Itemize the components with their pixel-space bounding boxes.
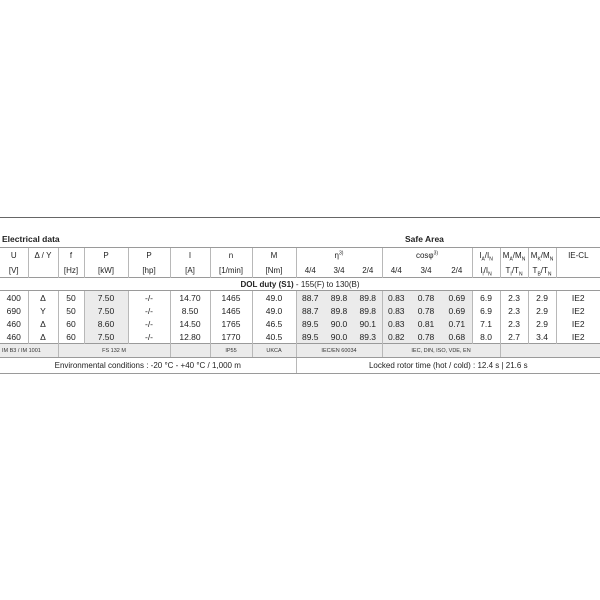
- cell-power-hp: -/-: [128, 304, 170, 317]
- cell-cos-24: 0.68: [442, 330, 472, 344]
- cos-load-44: 4/4: [382, 263, 410, 278]
- cell-ia-in: 8.0: [472, 330, 500, 344]
- cell-power-kw: 8.60: [84, 317, 128, 330]
- cell-mk-mn: 2.9: [528, 317, 556, 330]
- ukca-mark: UKCA: [252, 344, 296, 358]
- cell-current: 12.80: [170, 330, 210, 344]
- cell-eta-44: 89.5: [296, 317, 324, 330]
- mounting-type: IM B3 / IM 1001: [0, 344, 58, 358]
- safe-area-label: Safe Area: [405, 234, 444, 244]
- unit-speed: [1/min]: [210, 263, 252, 278]
- cell-mk-mn: 3.4: [528, 330, 556, 344]
- cell-ia-in: 6.9: [472, 291, 500, 305]
- cell-cos-34: 0.78: [410, 291, 442, 305]
- cell-current: 8.50: [170, 304, 210, 317]
- cell-cos-44: 0.83: [382, 304, 410, 317]
- unit-efficiency-class: [556, 263, 600, 278]
- eta-load-24: 2/4: [362, 265, 374, 275]
- unit-current: [A]: [170, 263, 210, 278]
- cell-eta-44: 89.5: [296, 330, 324, 344]
- cell-cos-44: 0.82: [382, 330, 410, 344]
- cell-cos-24: 0.71: [442, 317, 472, 330]
- norms-list: IEC, DIN, ISO, VDE, EN: [382, 344, 500, 358]
- cell-torque: 46.5: [252, 317, 296, 330]
- protection-class: IP55: [210, 344, 252, 358]
- cell-eta-24: 89.8: [354, 304, 382, 317]
- cell-speed: 1765: [210, 317, 252, 330]
- cell-eta-44: 88.7: [296, 304, 324, 317]
- col-mk-mn: $M_K/M_N$: [528, 248, 556, 264]
- cell-power-kw: 7.50: [84, 291, 128, 305]
- col-efficiency: $\eta^{3)}$: [296, 248, 382, 264]
- cell-ma-mn: 2.3: [500, 304, 528, 317]
- cell-efficiency-class: IE2: [556, 291, 600, 305]
- duty-cell: [0, 278, 600, 291]
- cell-power-kw: 7.50: [84, 330, 128, 344]
- table-row: [0, 291, 600, 305]
- col-power-kw: P: [84, 248, 128, 264]
- electrical-data-table: [0, 247, 600, 374]
- cell-eta-44: 88.7: [296, 291, 324, 305]
- duty-row: [0, 278, 600, 291]
- cell-efficiency-class: IE2: [556, 330, 600, 344]
- cell-ma-mn: 2.3: [500, 317, 528, 330]
- cell-voltage: 460: [6, 331, 21, 342]
- cell-speed: 1465: [210, 291, 252, 305]
- table-row: [0, 304, 600, 317]
- header-row-units: [0, 263, 600, 278]
- cell-cos-24: 0.69: [442, 291, 472, 305]
- cell-ia-in: 7.1: [472, 317, 500, 330]
- col-power-factor: cosφ$^{3)}$: [382, 248, 472, 264]
- cell-torque: 49.0: [252, 304, 296, 317]
- cell-eta-34: 90.0: [324, 330, 354, 344]
- cell-mk-mn: 2.9: [528, 304, 556, 317]
- col-power-hp: P: [128, 248, 170, 264]
- cell-torque: 49.0: [252, 291, 296, 305]
- cos-load-34: 3/4: [420, 265, 432, 275]
- unit-frequency: [Hz]: [58, 263, 84, 278]
- frame-size: FS 132 M: [58, 344, 170, 358]
- electrical-data-sheet: [0, 217, 600, 382]
- cell-current: 14.50: [170, 317, 210, 330]
- cell-speed: 1465: [210, 304, 252, 317]
- cell-frequency: 60: [58, 330, 84, 344]
- cell-eta-34: 89.8: [324, 304, 354, 317]
- iec-standard: IEC/EN 60034: [296, 344, 382, 358]
- blank-std-2: [500, 344, 600, 358]
- cell-power-hp: -/-: [128, 330, 170, 344]
- cell-connection: Y: [28, 304, 58, 317]
- data-rows: [0, 291, 600, 344]
- unit-u: [V]: [8, 265, 19, 275]
- unit-ti-tn: $T_I/T_N$: [500, 263, 528, 278]
- cell-cos-44: 0.83: [382, 317, 410, 330]
- cell-power-hp: -/-: [128, 291, 170, 305]
- cell-cos-34: 0.78: [410, 330, 442, 344]
- top-rule: [0, 217, 600, 218]
- cell-voltage: 400: [0, 291, 28, 305]
- cell-frequency: 60: [58, 317, 84, 330]
- cell-current: 14.70: [170, 291, 210, 305]
- cell-frequency: 50: [58, 291, 84, 305]
- cell-cos-24: 0.69: [442, 304, 472, 317]
- cell-voltage: 460: [6, 318, 21, 329]
- cell-efficiency-class: IE2: [556, 304, 600, 317]
- cell-torque: 40.5: [252, 330, 296, 344]
- cell-power-kw: 7.50: [84, 304, 128, 317]
- col-ia-in: $I_A/I_N$: [472, 248, 500, 264]
- locked-rotor-time: Locked rotor time (hot / cold) : 12.4 s | 21.6 s: [296, 358, 600, 374]
- cell-power-hp: -/-: [128, 317, 170, 330]
- col-current: I: [170, 248, 210, 264]
- col-frequency: f: [58, 248, 84, 264]
- col-ma-mn: $M_A/M_N$: [500, 248, 528, 264]
- cell-eta-34: 89.8: [324, 291, 354, 305]
- header-row-symbols: [0, 248, 600, 264]
- eta-load-44: 4/4: [296, 263, 324, 278]
- cell-eta-24: 90.1: [354, 317, 382, 330]
- unit-tb-tn: $T_B/T_N$: [528, 263, 556, 278]
- section-title: Electrical data: [2, 234, 60, 244]
- col-connection: Δ / Y: [28, 248, 58, 264]
- unit-il-in: $I_l/I_N$: [472, 263, 500, 278]
- footer-row: [0, 358, 600, 374]
- cell-eta-34: 90.0: [324, 317, 354, 330]
- table-row: [0, 317, 600, 330]
- cell-eta-24: 89.8: [354, 291, 382, 305]
- unit-power-kw: [kW]: [84, 263, 128, 278]
- environmental-conditions: Environmental conditions : -20 °C - +40 °C / 1,000 m: [0, 358, 296, 374]
- cell-speed: 1770: [210, 330, 252, 344]
- eta-load-34: 3/4: [333, 265, 345, 275]
- col-u: U: [0, 248, 28, 264]
- cell-connection: Δ: [28, 330, 58, 344]
- cell-ia-in: 6.9: [472, 304, 500, 317]
- cell-connection: Δ: [28, 291, 58, 305]
- unit-torque: [Nm]: [252, 263, 296, 278]
- col-torque: M: [252, 248, 296, 264]
- unit-power-hp: [hp]: [128, 263, 170, 278]
- duty-text: - 155(F) to 130(B): [293, 279, 360, 289]
- cell-cos-44: 0.83: [382, 291, 410, 305]
- cell-ma-mn: 2.7: [500, 330, 528, 344]
- cell-frequency: 50: [58, 304, 84, 317]
- unit-connection: [28, 263, 58, 278]
- cell-connection: Δ: [28, 317, 58, 330]
- cell-cos-34: 0.81: [410, 317, 442, 330]
- cell-efficiency-class: IE2: [556, 317, 600, 330]
- blank-std: [170, 344, 210, 358]
- duty-label: DOL duty (S1): [240, 279, 294, 289]
- cos-load-24: 2/4: [451, 265, 463, 275]
- cell-cos-34: 0.78: [410, 304, 442, 317]
- col-efficiency-class: IE-CL: [556, 248, 600, 264]
- cell-ma-mn: 2.3: [500, 291, 528, 305]
- table-row: [0, 330, 600, 344]
- cell-voltage: 690: [6, 305, 21, 316]
- standards-row: [0, 344, 600, 358]
- cell-mk-mn: 2.9: [528, 291, 556, 305]
- cell-eta-24: 89.3: [354, 330, 382, 344]
- col-speed: n: [210, 248, 252, 264]
